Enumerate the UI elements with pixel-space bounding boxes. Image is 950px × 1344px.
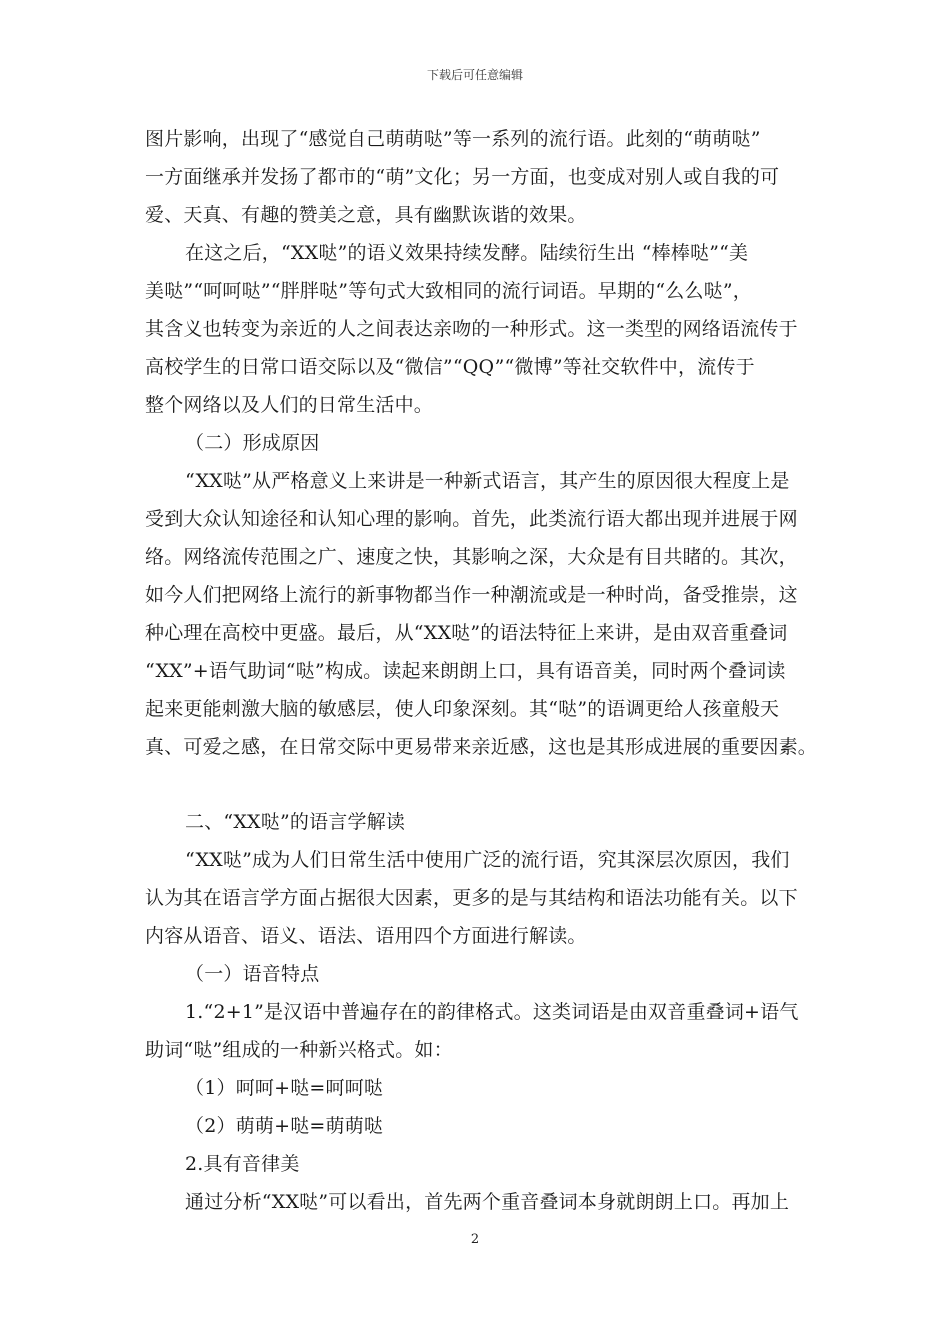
text-line: 1.“2+1”是汉语中普遍存在的韵律格式。这类词语是由双音重叠词+语气 xyxy=(185,1001,799,1023)
text-line: 其含义也转变为亲近的人之间表达亲吻的一种形式。这一类型的网络语流传于 xyxy=(145,318,798,340)
text-line: 爱、天真、有趣的赞美之意，具有幽默诙谐的效果。 xyxy=(145,204,587,226)
text-line: 美哒”“呵呵哒”“胖胖哒”等句式大致相同的流行词语。早期的“么么哒”， xyxy=(145,280,752,302)
text-line: 在这之后，“XX哒”的语义效果持续发酵。陆续衍生出 “棒棒哒”“美 xyxy=(185,242,749,264)
paragraph-gap xyxy=(145,766,810,803)
text-line: 助词“哒”组成的一种新兴格式。如： xyxy=(145,1039,453,1061)
page-number: 2 xyxy=(470,1232,480,1247)
text-line: 受到大众认知途径和认知心理的影响。首先，此类流行语大都出现并进展于网 xyxy=(145,508,798,530)
text-line: 种心理在高校中更盛。最后，从“XX哒”的语法特征上来讲，是由双音重叠词 xyxy=(145,622,788,644)
text-line: （二）形成原因 xyxy=(185,432,320,454)
text-line: （一）语音特点 xyxy=(185,963,320,985)
text-line: “XX”+语气助词“哒”构成。读起来朗朗上口，具有语音美，同时两个叠词读 xyxy=(145,660,786,682)
text-line: 二、“XX哒”的语言学解读 xyxy=(185,811,406,833)
page-header: 下载后可任意编辑 xyxy=(426,68,523,82)
text-line: 一方面继承并发扬了都市的“萌”文化；另一方面，也变成对别人或自我的可 xyxy=(145,166,780,188)
text-line: （1）呵呵+哒=呵呵哒 xyxy=(185,1077,384,1099)
text-line: 如今人们把网络上流行的新事物都当作一种潮流或是一种时尚，备受推崇，这 xyxy=(145,584,798,606)
text-line: 起来更能刺激大脑的敏感层，使人印象深刻。其“哒”的语调更给人孩童般天 xyxy=(145,698,780,720)
text-line: 2.具有音律美 xyxy=(185,1153,300,1175)
text-line: 真、可爱之感，在日常交际中更易带来亲近感，这也是其形成进展的重要因素。 xyxy=(145,736,818,758)
text-line: “XX哒”成为人们日常生活中使用广泛的流行语，究其深层次原因，我们 xyxy=(185,849,790,871)
text-line: 高校学生的日常口语交际以及“微信”“QQ”“微博”等社交软件中，流传于 xyxy=(145,356,755,378)
text-line: 通过分析“XX哒”可以看出，首先两个重音叠词本身就朗朗上口。再加上 xyxy=(185,1191,790,1213)
text-line: “XX哒”从严格意义上来讲是一种新式语言，其产生的原因很大程度上是 xyxy=(185,470,790,492)
text-line: 络。网络流传范围之广、速度之快，其影响之深，大众是有目共睹的。其次， xyxy=(145,546,798,568)
text-line: 内容从语音、语义、语法、语用四个方面进行解读。 xyxy=(145,925,587,947)
text-line: 认为其在语言学方面占据很大因素，更多的是与其结构和语法功能有关。以下 xyxy=(145,887,798,909)
body-text xyxy=(145,120,818,1221)
text-line: （2）萌萌+哒=萌萌哒 xyxy=(185,1115,384,1137)
text-line: 整个网络以及人们的日常生活中。 xyxy=(145,394,434,416)
text-line: 图片影响，出现了“感觉自己萌萌哒”等一系列的流行语。此刻的“萌萌哒” xyxy=(145,128,761,150)
